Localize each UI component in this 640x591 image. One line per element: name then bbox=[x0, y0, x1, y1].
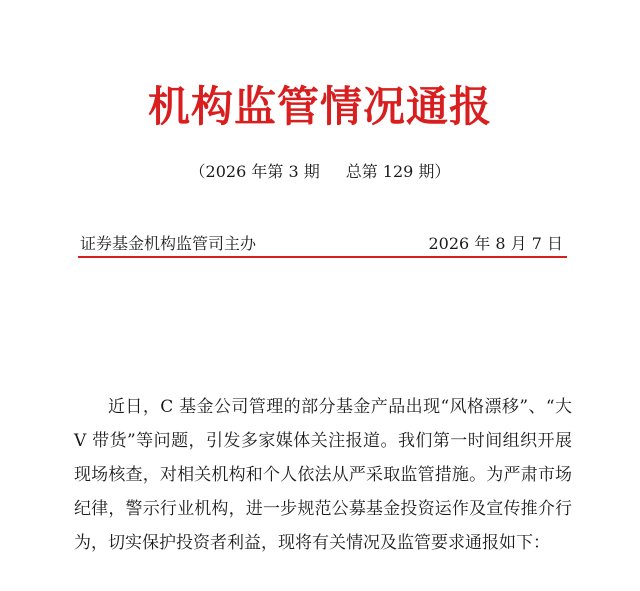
issue-total: 总第 129 期） bbox=[345, 162, 451, 181]
issue-date: 2026 年 8 月 7 日 bbox=[428, 234, 563, 253]
bulletin-title: 机构监管情况通报 bbox=[147, 82, 492, 131]
issue-current: （2026 年第 3 期 bbox=[189, 162, 320, 181]
body-paragraph: 近日，C 基金公司管理的部分基金产品出现“风格漂移”、“大 V 带货”等问题，引发多家媒体关注报道。我们第一时间组织开展现场核查，对相关机构和个人依法从严采取监管措施。为严肃市场纪律，警示行业机构，进一步规范公募基金投资运作及宣传推介行为，切实保护投资者利益，现将有关情况及监管要求通报如下： bbox=[74, 397, 572, 553]
issuing-department: 证券基金机构监管司主办 bbox=[80, 234, 257, 253]
red-divider-line bbox=[78, 256, 567, 258]
masthead-row bbox=[80, 230, 563, 258]
issue-number bbox=[0, 160, 640, 184]
